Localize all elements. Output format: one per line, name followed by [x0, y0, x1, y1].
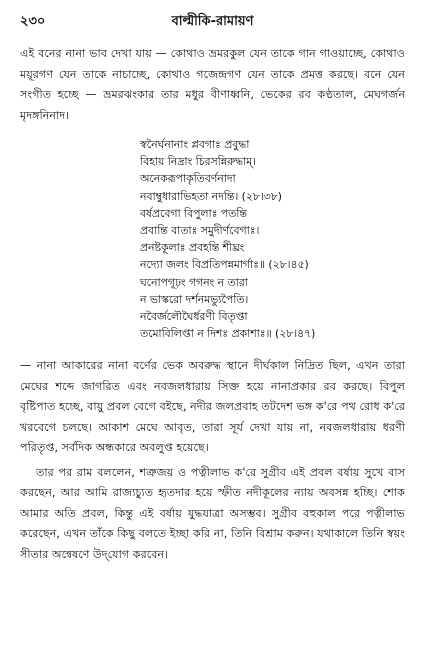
paragraph-verse-translation: — নানা আকারের নানা বর্ণের ভেক অবরুদ্ধ স্থানে দীর্ঘকাল নিদ্রিত ছিল, এখন তারা মেঘের শব্দে জাগরিত এবং নবজলধারায় সিক্ত হয়ে নানাপ্রকার রব করছে। বিপুল বৃষ্টিপাত হচ্ছে, বায়ু প্রবল বেগে বইছে, নদীর জলপ্রবাহ তটদেশ ভঙ্গ ক'রে পথ রোধ ক'রে খরবেগে চলছে। আকাশ মেঘে আবৃত, তারা সূর্য দেখা যায় না, নবজলধারায় ধরণী পরিতৃপ্ত, সর্বদিক অন্ধকারে অবলুপ্ত হয়েছে।: [20, 359, 405, 455]
verse-line: নবৈর্জলৌঘৈর্ধরণী বিতৃপ্তা: [140, 310, 248, 324]
verse-line: প্রনষ্টকূলাঃ প্রবহন্তি শীঘ্রং: [140, 241, 245, 255]
verse-line: স্বনৈর্ঘনানাং প্লবগাঃ প্রবুদ্ধা: [140, 138, 250, 151]
paragraph-rama-speech: তার পর রাম বললেন, শত্রুজয় ও পত্নীলাভ ক'রে সুগ্রীব এই প্রবল বর্ষায় সুখে বাস করছেন, আর আমি রাজ্যচ্যুত হৃতদার হয়ে স্ফীত নদীকূলের ন্যায় অবসন্ন হচ্ছি। শোক আমার অতি প্রবল, কিন্তু এই বর্ষায় যুদ্ধযাত্রা অসম্ভব। সুগ্রীব বহুকাল পরে পত্নীলাভ করেছেন, এখন তাঁকে কিছু বলতে ইচ্ছা করি না, তিনি বিশ্রাম করুন। যথাকালে তিনি স্বয়ং সীতার অন্বেষণে উদ্‌যোগ করবেন।: [20, 465, 405, 561]
page-number: ২৩০: [20, 14, 46, 29]
paragraph-forest-description: এই বনের নানা ভাব দেখা যায় — কোথাও ভ্রমরকুল যেন তাকে গান গাওয়াচ্ছে, কোথাও ময়ূরগণ যেন তাকে নাচাচ্ছে, কোথাও গজেন্দ্রগণ যেন তাকে প্রমত্ত করছে। বনে যেন সংগীত হচ্ছে — ভ্রমরঝংকার তার মধুর বীণাধ্বনি, ভেকের রব কণ্ঠতাল, মেঘগর্জন মৃদঙ্গনিনাদ।: [20, 47, 405, 122]
verse-line: নবাম্বুধারাভিহতা নদন্তি। (২৮।৩৮): [140, 189, 282, 203]
running-title: বাল্মীকি-রামায়ণ: [171, 14, 254, 29]
page-header: [20, 10, 405, 30]
verse-line: প্রবান্তি বাতাঃ সমুদীর্ণবেগাঃ।: [140, 224, 260, 238]
verse-line: ন ভাস্করো দর্শনমভ্যুপৈতি।: [140, 292, 249, 306]
verse-line: তমোবিলিপ্তা ন দিশঃ প্রকাশাঃ॥ (২৮।৪৭): [140, 327, 316, 341]
verse-line: নদ্যো জলং বিপ্রতিপন্নমার্গাঃ॥ (২৮।৪৫): [140, 258, 309, 272]
verse-line: বর্ষপ্রবেগা বিপুলাঃ পতন্তি: [140, 206, 247, 220]
verse-line: অনেকরূপাকৃতিবর্ণনাদা: [140, 172, 236, 186]
verse-line: বিহায় নিদ্রাং চিরসন্নিরুদ্ধাম্।: [140, 155, 257, 169]
verse-line: ঘনোপগূঢ়ং গগনং ন তারা: [140, 275, 248, 289]
sanskrit-verse-block: [140, 136, 405, 342]
